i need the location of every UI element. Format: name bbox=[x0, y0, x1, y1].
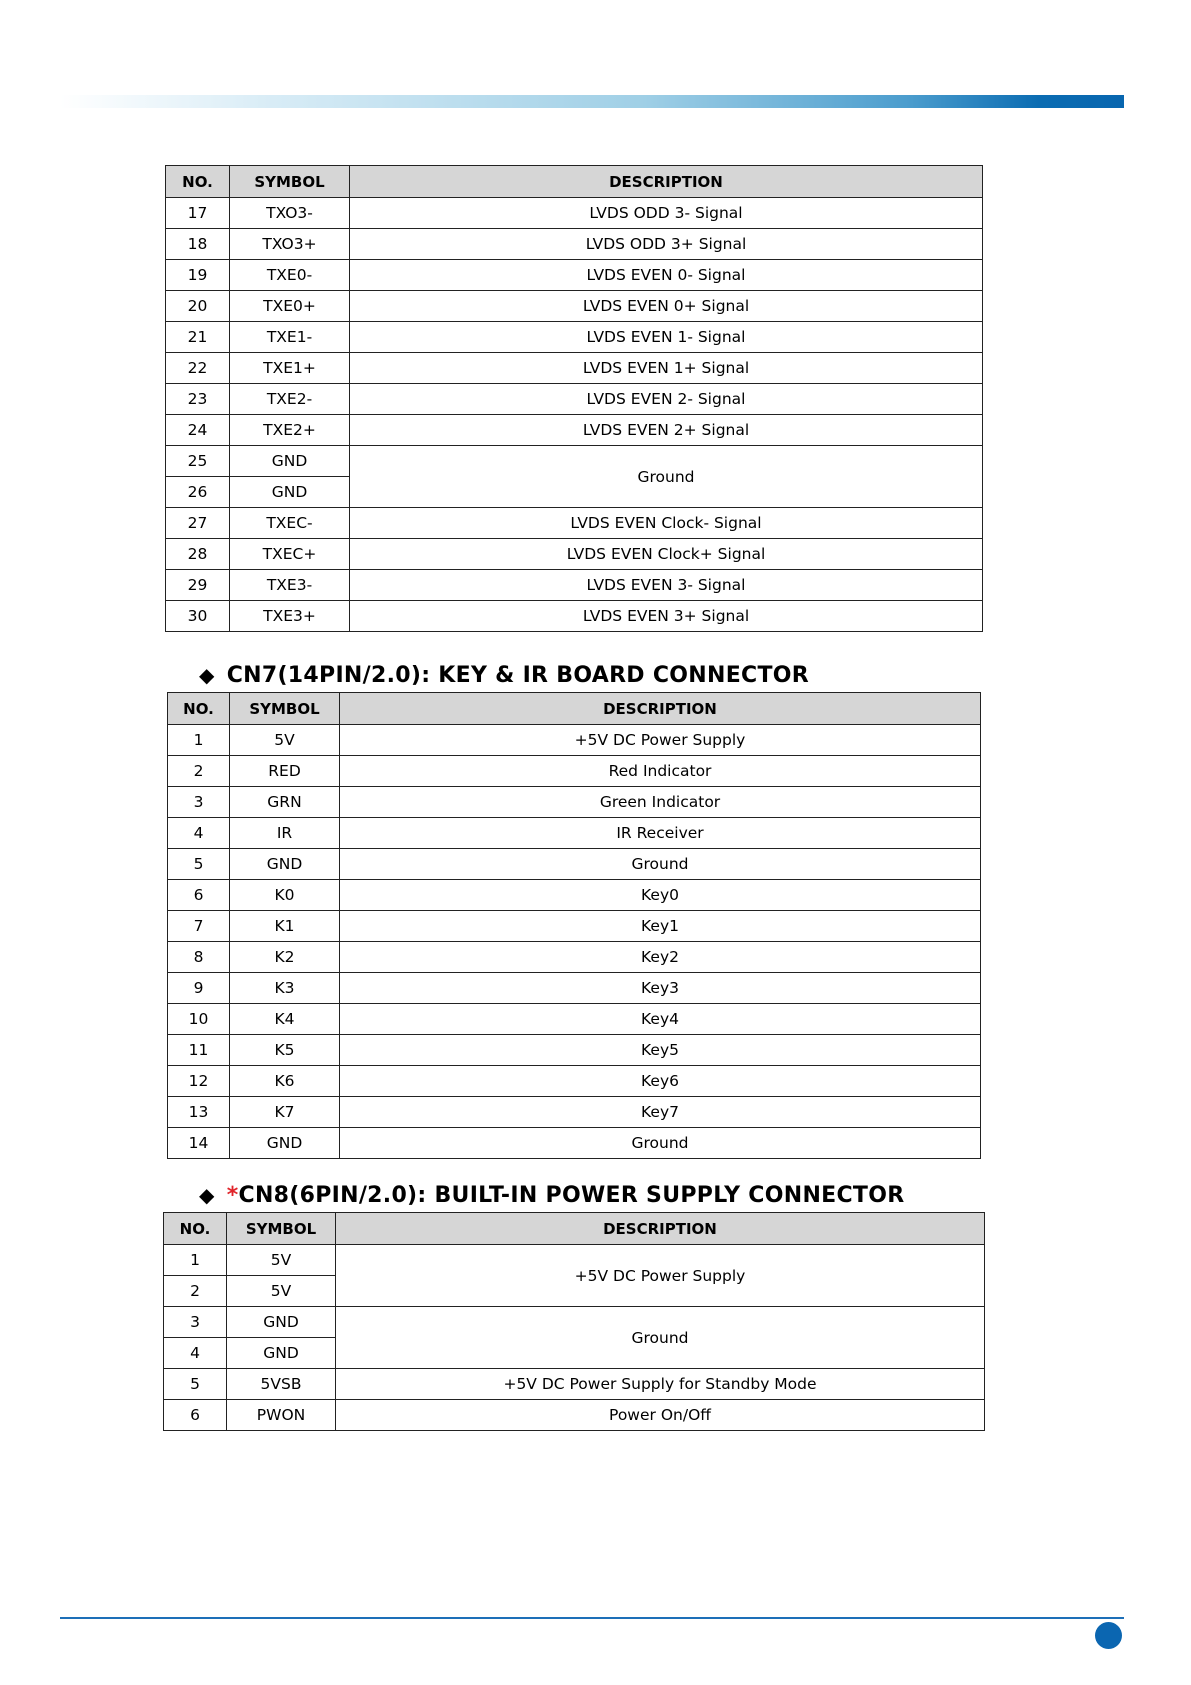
table-row bbox=[168, 849, 981, 880]
pin-description-cell: LVDS EVEN 2- Signal bbox=[350, 384, 983, 415]
pin-description-cell: +5V DC Power Supply for Standby Mode bbox=[336, 1369, 985, 1400]
pin-symbol-cell: RED bbox=[230, 756, 340, 787]
pin-description-cell: LVDS EVEN Clock- Signal bbox=[350, 508, 983, 539]
pin-number-cell: 19 bbox=[166, 260, 230, 291]
pin-number-cell: 7 bbox=[168, 911, 230, 942]
table-row bbox=[166, 322, 983, 353]
column-header-description: DESCRIPTION bbox=[350, 166, 983, 198]
table-row bbox=[166, 415, 983, 446]
table-header-row bbox=[168, 693, 981, 725]
table-row bbox=[168, 1066, 981, 1097]
table-row bbox=[168, 756, 981, 787]
pin-symbol-cell: GND bbox=[227, 1338, 336, 1369]
pin-symbol-cell: GND bbox=[230, 1128, 340, 1159]
pin-symbol-cell: K2 bbox=[230, 942, 340, 973]
pin-symbol-cell: TXE1+ bbox=[230, 353, 350, 384]
pin-symbol-cell: 5V bbox=[227, 1245, 336, 1276]
pin-symbol-cell: GND bbox=[227, 1307, 336, 1338]
pin-symbol-cell: K1 bbox=[230, 911, 340, 942]
pin-number-cell: 17 bbox=[166, 198, 230, 229]
pin-number-cell: 24 bbox=[166, 415, 230, 446]
column-header-no: NO. bbox=[164, 1213, 227, 1245]
pin-description-cell: LVDS EVEN 0- Signal bbox=[350, 260, 983, 291]
pin-description-cell: Key7 bbox=[340, 1097, 981, 1128]
pin-number-cell: 26 bbox=[166, 477, 230, 508]
table-row bbox=[164, 1245, 985, 1276]
pin-description-cell: Green Indicator bbox=[340, 787, 981, 818]
pin-number-cell: 3 bbox=[168, 787, 230, 818]
header-gradient-bar bbox=[60, 95, 1124, 108]
pin-symbol-cell: GND bbox=[230, 849, 340, 880]
pin-description-cell: LVDS EVEN 2+ Signal bbox=[350, 415, 983, 446]
pin-symbol-cell: K0 bbox=[230, 880, 340, 911]
pin-symbol-cell: 5V bbox=[230, 725, 340, 756]
pin-number-cell: 28 bbox=[166, 539, 230, 570]
table-row bbox=[166, 260, 983, 291]
pin-symbol-cell: GRN bbox=[230, 787, 340, 818]
section-title: CN7(14PIN/2.0): KEY & IR BOARD CONNECTOR bbox=[226, 663, 810, 688]
pin-symbol-cell: K4 bbox=[230, 1004, 340, 1035]
table-row bbox=[166, 291, 983, 322]
column-header-description: DESCRIPTION bbox=[336, 1213, 985, 1245]
column-header-symbol: SYMBOL bbox=[227, 1213, 336, 1245]
pin-number-cell: 4 bbox=[168, 818, 230, 849]
pin-description-cell: Key2 bbox=[340, 942, 981, 973]
table-header-row bbox=[166, 166, 983, 198]
pin-number-cell: 6 bbox=[168, 880, 230, 911]
pin-number-cell: 8 bbox=[168, 942, 230, 973]
pin-number-cell: 21 bbox=[166, 322, 230, 353]
table-row bbox=[166, 539, 983, 570]
table-row bbox=[166, 446, 983, 477]
pin-symbol-cell: 5V bbox=[227, 1276, 336, 1307]
diamond-bullet-icon: ◆ bbox=[199, 663, 215, 687]
table-row bbox=[166, 508, 983, 539]
section-title: CN8(6PIN/2.0): BUILT-IN POWER SUPPLY CONNECTOR bbox=[238, 1183, 905, 1208]
asterisk-mark: * bbox=[226, 1183, 239, 1208]
pin-symbol-cell: K5 bbox=[230, 1035, 340, 1066]
table-row bbox=[168, 818, 981, 849]
pin-description-cell: IR Receiver bbox=[340, 818, 981, 849]
pin-description-cell: Key0 bbox=[340, 880, 981, 911]
table-row bbox=[168, 725, 981, 756]
pin-number-cell: 11 bbox=[168, 1035, 230, 1066]
table-row bbox=[168, 787, 981, 818]
pin-symbol-cell: K3 bbox=[230, 973, 340, 1004]
pin-description-cell: LVDS EVEN 0+ Signal bbox=[350, 291, 983, 322]
pin-number-cell: 4 bbox=[164, 1338, 227, 1369]
section-heading-cn7 bbox=[199, 663, 809, 688]
pin-description-cell: LVDS EVEN 1+ Signal bbox=[350, 353, 983, 384]
table-row bbox=[168, 880, 981, 911]
pin-symbol-cell: GND bbox=[230, 477, 350, 508]
pin-number-cell: 14 bbox=[168, 1128, 230, 1159]
pin-number-cell: 3 bbox=[164, 1307, 227, 1338]
pin-description-cell: Key6 bbox=[340, 1066, 981, 1097]
table-row bbox=[164, 1369, 985, 1400]
pin-symbol-cell: TXE2+ bbox=[230, 415, 350, 446]
table-row bbox=[168, 942, 981, 973]
pin-number-cell: 22 bbox=[166, 353, 230, 384]
pin-symbol-cell: TXE0- bbox=[230, 260, 350, 291]
table-header-row bbox=[164, 1213, 985, 1245]
pin-number-cell: 20 bbox=[166, 291, 230, 322]
table-row bbox=[166, 198, 983, 229]
pin-symbol-cell: K7 bbox=[230, 1097, 340, 1128]
table-row bbox=[168, 973, 981, 1004]
pin-description-cell: LVDS EVEN 3- Signal bbox=[350, 570, 983, 601]
pin-number-cell: 10 bbox=[168, 1004, 230, 1035]
pin-symbol-cell: PWON bbox=[227, 1400, 336, 1431]
table-row bbox=[166, 384, 983, 415]
page-marker-icon bbox=[1095, 1622, 1122, 1649]
pin-number-cell: 13 bbox=[168, 1097, 230, 1128]
pin-number-cell: 2 bbox=[168, 756, 230, 787]
pin-symbol-cell: TXE1- bbox=[230, 322, 350, 353]
pin-description-cell: Red Indicator bbox=[340, 756, 981, 787]
pin-description-cell: Key4 bbox=[340, 1004, 981, 1035]
pin-number-cell: 23 bbox=[166, 384, 230, 415]
pin-symbol-cell: TXEC+ bbox=[230, 539, 350, 570]
pin-number-cell: 29 bbox=[166, 570, 230, 601]
table-row bbox=[168, 911, 981, 942]
pin-description-cell: +5V DC Power Supply bbox=[336, 1245, 985, 1307]
pin-number-cell: 2 bbox=[164, 1276, 227, 1307]
pin-table-cn7 bbox=[167, 692, 981, 1159]
table-row bbox=[166, 601, 983, 632]
pin-number-cell: 5 bbox=[164, 1369, 227, 1400]
pin-description-cell: +5V DC Power Supply bbox=[340, 725, 981, 756]
table-row bbox=[166, 570, 983, 601]
pin-symbol-cell: TXO3+ bbox=[230, 229, 350, 260]
pin-description-cell: Key5 bbox=[340, 1035, 981, 1066]
pin-number-cell: 1 bbox=[164, 1245, 227, 1276]
pin-number-cell: 25 bbox=[166, 446, 230, 477]
pin-symbol-cell: TXO3- bbox=[230, 198, 350, 229]
pin-description-cell: Key3 bbox=[340, 973, 981, 1004]
pin-description-cell: Ground bbox=[340, 849, 981, 880]
pin-description-cell: Power On/Off bbox=[336, 1400, 985, 1431]
table-row bbox=[166, 229, 983, 260]
pin-number-cell: 6 bbox=[164, 1400, 227, 1431]
table-row bbox=[168, 1128, 981, 1159]
pin-number-cell: 18 bbox=[166, 229, 230, 260]
pin-description-cell: LVDS EVEN 3+ Signal bbox=[350, 601, 983, 632]
pin-symbol-cell: 5VSB bbox=[227, 1369, 336, 1400]
column-header-symbol: SYMBOL bbox=[230, 693, 340, 725]
pin-symbol-cell: GND bbox=[230, 446, 350, 477]
pin-symbol-cell: TXE3+ bbox=[230, 601, 350, 632]
table-row bbox=[164, 1307, 985, 1338]
pin-description-cell: LVDS ODD 3+ Signal bbox=[350, 229, 983, 260]
section-heading-cn8 bbox=[199, 1183, 904, 1208]
table-row bbox=[168, 1097, 981, 1128]
pin-symbol-cell: TXEC- bbox=[230, 508, 350, 539]
pin-number-cell: 12 bbox=[168, 1066, 230, 1097]
column-header-no: NO. bbox=[166, 166, 230, 198]
diamond-bullet-icon: ◆ bbox=[199, 1183, 215, 1207]
table-row bbox=[168, 1035, 981, 1066]
pin-symbol-cell: TXE3- bbox=[230, 570, 350, 601]
pin-symbol-cell: TXE2- bbox=[230, 384, 350, 415]
pin-symbol-cell: K6 bbox=[230, 1066, 340, 1097]
pin-number-cell: 5 bbox=[168, 849, 230, 880]
pin-description-cell: Ground bbox=[350, 446, 983, 508]
table-row bbox=[166, 353, 983, 384]
pin-number-cell: 9 bbox=[168, 973, 230, 1004]
pin-description-cell: LVDS EVEN 1- Signal bbox=[350, 322, 983, 353]
pin-number-cell: 1 bbox=[168, 725, 230, 756]
column-header-symbol: SYMBOL bbox=[230, 166, 350, 198]
pin-description-cell: Ground bbox=[340, 1128, 981, 1159]
column-header-no: NO. bbox=[168, 693, 230, 725]
footer-rule bbox=[60, 1617, 1124, 1619]
pin-description-cell: LVDS ODD 3- Signal bbox=[350, 198, 983, 229]
pin-description-cell: Ground bbox=[336, 1307, 985, 1369]
pin-symbol-cell: TXE0+ bbox=[230, 291, 350, 322]
pin-number-cell: 27 bbox=[166, 508, 230, 539]
table-row bbox=[164, 1400, 985, 1431]
pin-table-lvds bbox=[165, 165, 983, 632]
pin-description-cell: LVDS EVEN Clock+ Signal bbox=[350, 539, 983, 570]
pin-number-cell: 30 bbox=[166, 601, 230, 632]
table-row bbox=[168, 1004, 981, 1035]
pin-description-cell: Key1 bbox=[340, 911, 981, 942]
column-header-description: DESCRIPTION bbox=[340, 693, 981, 725]
pin-symbol-cell: IR bbox=[230, 818, 340, 849]
pin-table-cn8 bbox=[163, 1212, 985, 1431]
